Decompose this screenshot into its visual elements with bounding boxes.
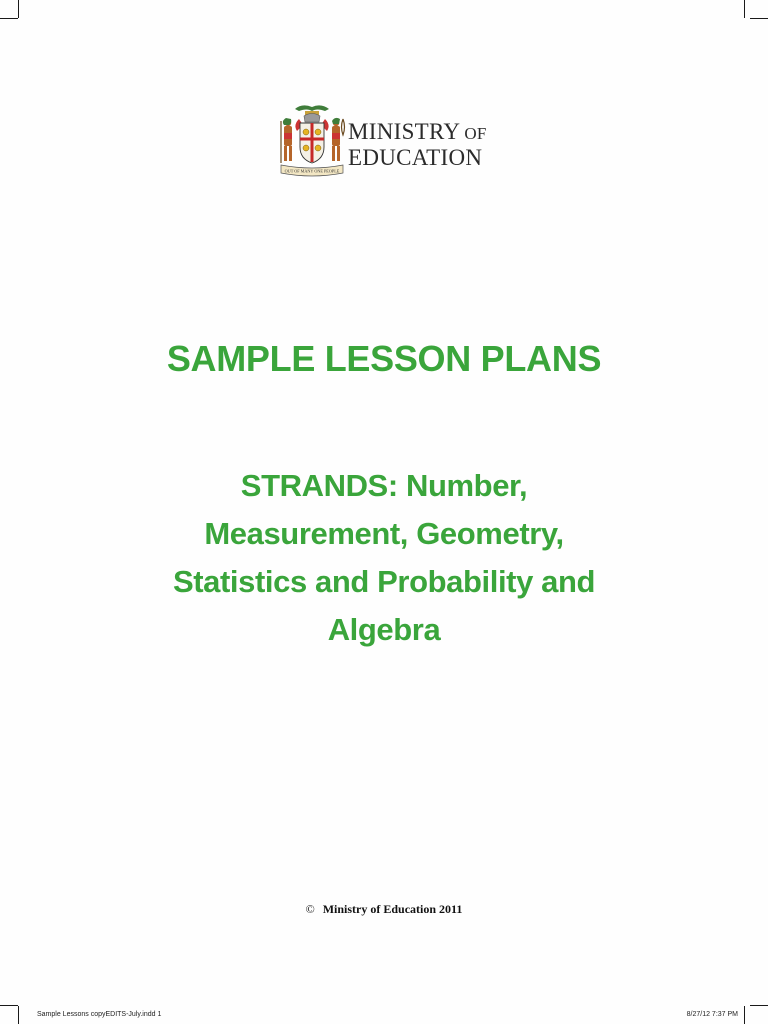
strands-line: Measurement, Geometry, bbox=[204, 516, 564, 551]
crop-mark-top-left-h bbox=[0, 18, 18, 19]
wordmark-line-1 bbox=[348, 120, 487, 146]
coat-of-arms-motto: OUT OF MANY ONE PEOPLE bbox=[284, 168, 340, 174]
crop-mark-top-right bbox=[744, 0, 745, 18]
crop-mark-bottom-left-h bbox=[0, 1005, 18, 1006]
crop-mark-top-left bbox=[18, 0, 19, 18]
wordmark-ministry: MINISTRY bbox=[348, 119, 461, 144]
ministry-wordmark bbox=[348, 120, 487, 170]
crop-mark-top-right-h bbox=[750, 18, 768, 19]
strands-line: Algebra bbox=[327, 612, 441, 647]
strands-line: Statistics and Probability and bbox=[172, 564, 596, 599]
wordmark-of: OF bbox=[464, 124, 487, 143]
document-title: SAMPLE LESSON PLANS bbox=[166, 338, 602, 379]
copyright-text: Ministry of Education 2011 bbox=[322, 902, 463, 916]
wordmark-education: EDUCATION bbox=[348, 145, 483, 170]
strands-heading bbox=[120, 462, 648, 654]
print-slug-filename: Sample Lessons copyEDITS-July.indd 1 bbox=[37, 1011, 162, 1018]
print-slug-datetime: 8/27/12 7:37 PM bbox=[686, 1011, 738, 1018]
strands-line: STRANDS: Number, bbox=[240, 468, 528, 503]
coat-of-arms-icon bbox=[277, 101, 347, 181]
copyright-notice bbox=[0, 902, 768, 917]
ministry-logo bbox=[277, 101, 497, 181]
copyright-symbol: © bbox=[305, 902, 315, 916]
crop-mark-bottom-right-h bbox=[750, 1005, 768, 1006]
crop-mark-bottom-right bbox=[744, 1006, 745, 1024]
crop-mark-bottom-left bbox=[18, 1006, 19, 1024]
